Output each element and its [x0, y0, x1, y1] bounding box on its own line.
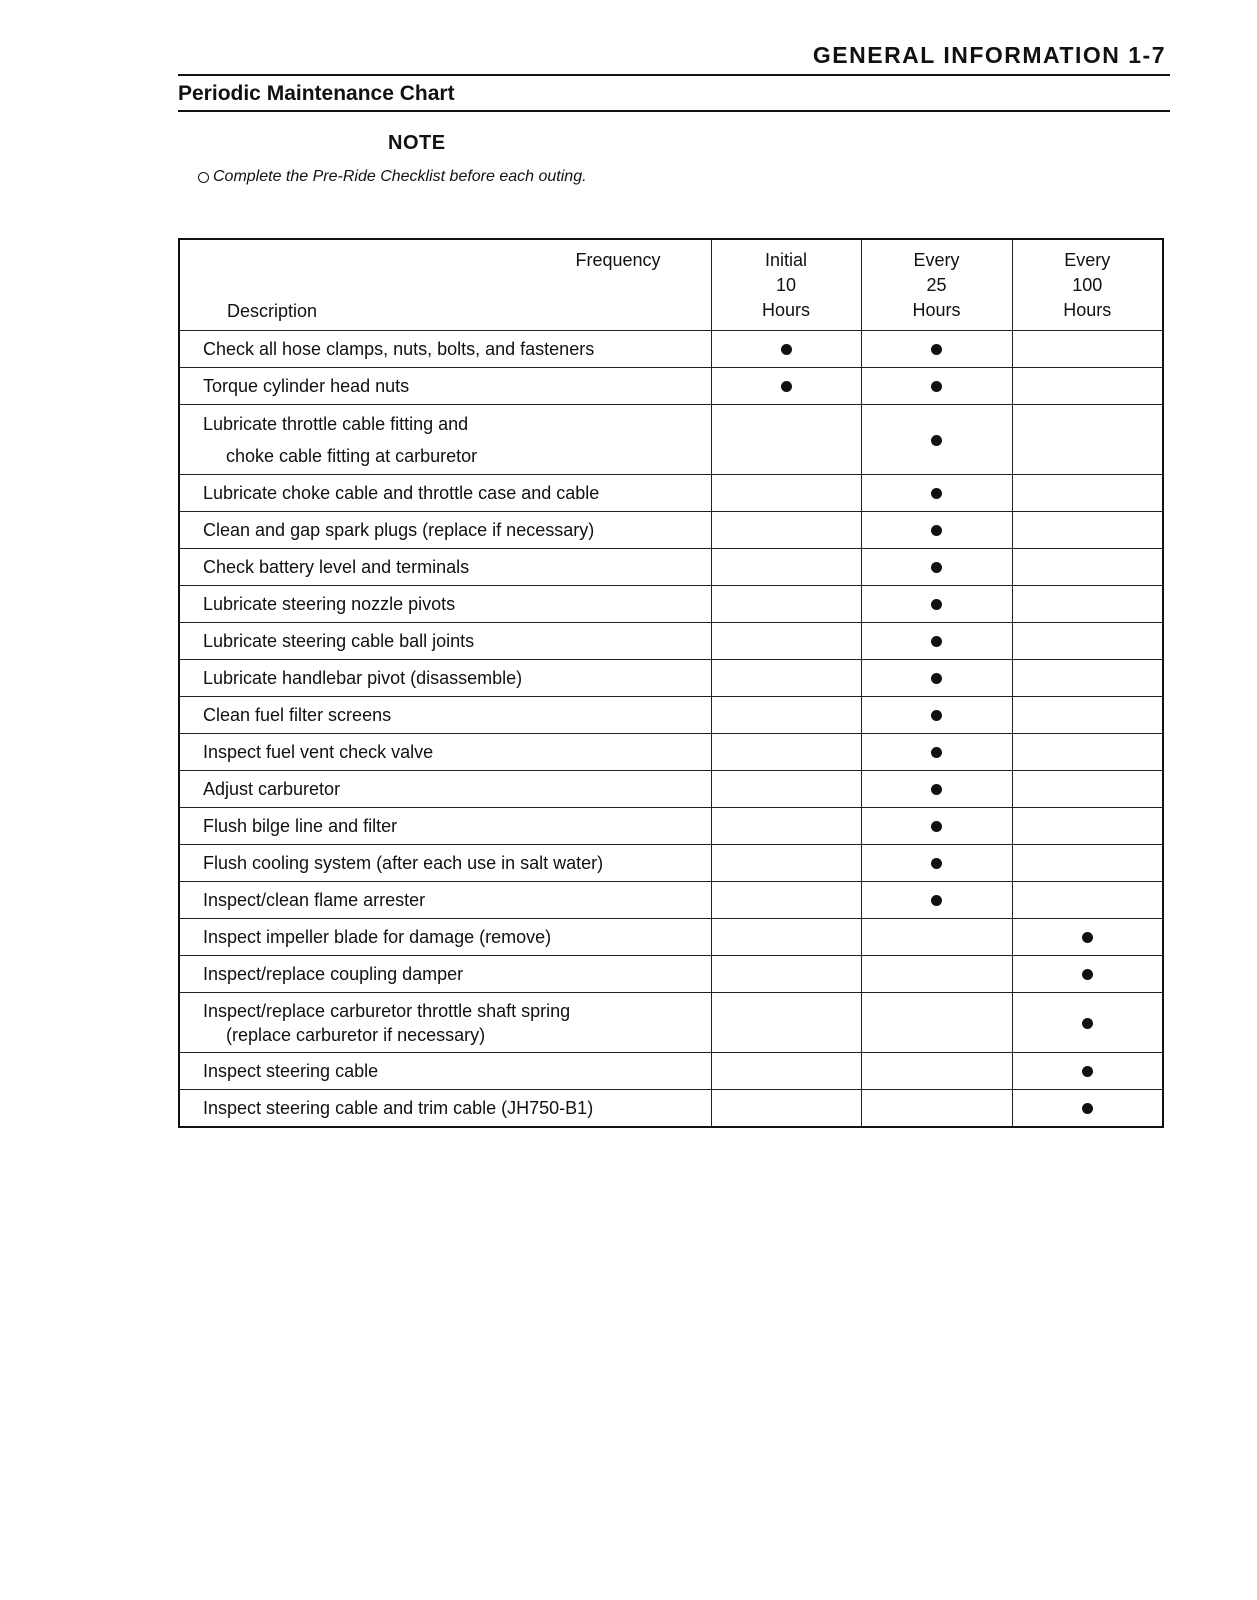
interval-cell-initial-10 — [711, 956, 861, 993]
column-header-line: Every — [913, 250, 960, 270]
column-header-line: Hours — [912, 300, 961, 320]
filled-circle-icon — [781, 381, 792, 392]
row-description-cell — [179, 845, 711, 882]
interval-cell-initial-10 — [711, 845, 861, 882]
row-description-continuation: choke cable fitting at carburetor — [226, 445, 478, 466]
filled-circle-icon — [931, 435, 942, 446]
section-title: Periodic Maintenance Chart — [178, 82, 455, 105]
row-description-cell — [179, 734, 711, 771]
interval-cell-initial-10 — [711, 808, 861, 845]
row-description-text: Lubricate steering cable ball joints — [203, 631, 475, 651]
interval-cell-every-25 — [861, 734, 1012, 771]
table-row — [179, 660, 1163, 697]
row-description-text: Lubricate handlebar pivot (disassemble) — [203, 668, 523, 688]
interval-cell-initial-10 — [711, 586, 861, 623]
row-description-continuation: (replace carburetor if necessary) — [226, 1024, 486, 1045]
row-description-text: Inspect impeller blade for damage (remove) — [203, 927, 552, 947]
column-header-line: 25 — [926, 275, 947, 295]
table-row — [179, 808, 1163, 845]
interval-cell-every-100 — [1012, 845, 1163, 882]
interval-cell-every-100 — [1012, 623, 1163, 660]
row-description-cell — [179, 623, 711, 660]
interval-cell-initial-10 — [711, 919, 861, 956]
filled-circle-icon — [931, 673, 942, 684]
interval-cell-every-100 — [1012, 734, 1163, 771]
interval-cell-every-100 — [1012, 660, 1163, 697]
row-description-text: Lubricate throttle cable fitting and — [203, 413, 469, 434]
filled-circle-icon — [931, 488, 942, 499]
table-row — [179, 882, 1163, 919]
column-header-every-25 — [861, 239, 1012, 331]
note-heading: NOTE — [388, 132, 446, 154]
interval-cell-initial-10 — [711, 1053, 861, 1090]
interval-cell-every-25 — [861, 512, 1012, 549]
filled-circle-icon — [1082, 1018, 1093, 1029]
row-description-cell — [179, 956, 711, 993]
interval-cell-every-25 — [861, 993, 1012, 1053]
interval-cell-every-25 — [861, 771, 1012, 808]
table-row — [179, 623, 1163, 660]
interval-cell-initial-10 — [711, 331, 861, 368]
interval-cell-every-100 — [1012, 993, 1163, 1053]
row-description-cell — [179, 660, 711, 697]
filled-circle-icon — [931, 344, 942, 355]
row-description-cell — [179, 512, 711, 549]
interval-cell-initial-10 — [711, 1090, 861, 1127]
table-row — [179, 512, 1163, 549]
table-row — [179, 586, 1163, 623]
row-description-cell — [179, 586, 711, 623]
table-row — [179, 771, 1163, 808]
interval-cell-initial-10 — [711, 405, 861, 475]
column-header-every-100 — [1012, 239, 1163, 331]
interval-cell-every-100 — [1012, 475, 1163, 512]
row-description-cell — [179, 697, 711, 734]
frequency-label: Frequency — [575, 250, 661, 270]
filled-circle-icon — [1082, 932, 1093, 943]
interval-cell-initial-10 — [711, 660, 861, 697]
interval-cell-every-100 — [1012, 331, 1163, 368]
row-description-text: Flush bilge line and filter — [203, 816, 398, 836]
interval-cell-initial-10 — [711, 771, 861, 808]
filled-circle-icon — [931, 895, 942, 906]
filled-circle-icon — [1082, 969, 1093, 980]
table-row — [179, 734, 1163, 771]
row-description-text: Inspect/replace carburetor throttle shaft spring — [203, 1000, 571, 1021]
row-description-text: Inspect/replace coupling damper — [203, 964, 464, 984]
description-label: Description — [227, 301, 318, 321]
row-description-text: Adjust carburetor — [203, 779, 341, 799]
row-description-text: Lubricate steering nozzle pivots — [203, 594, 456, 614]
row-description-cell — [179, 1053, 711, 1090]
table-body — [179, 331, 1163, 1127]
interval-cell-every-100 — [1012, 405, 1163, 475]
interval-cell-every-100 — [1012, 808, 1163, 845]
row-description-cell — [179, 549, 711, 586]
row-description-cell — [179, 405, 711, 475]
row-description-text: Inspect steering cable — [203, 1061, 379, 1081]
row-description-cell — [179, 368, 711, 405]
interval-cell-initial-10 — [711, 697, 861, 734]
interval-cell-every-25 — [861, 1053, 1012, 1090]
table-row — [179, 405, 1163, 475]
row-description-text: Torque cylinder head nuts — [203, 376, 410, 396]
interval-cell-initial-10 — [711, 734, 861, 771]
filled-circle-icon — [931, 747, 942, 758]
interval-cell-every-25 — [861, 808, 1012, 845]
note-text: Complete the Pre-Ride Checklist before each outing. — [213, 168, 587, 185]
interval-cell-every-25 — [861, 549, 1012, 586]
interval-cell-every-100 — [1012, 368, 1163, 405]
section-title-bar — [178, 80, 1170, 112]
table-row — [179, 475, 1163, 512]
table-row — [179, 993, 1163, 1053]
table-row — [179, 1053, 1163, 1090]
note-line — [198, 168, 587, 186]
filled-circle-icon — [1082, 1066, 1093, 1077]
row-description-text: Inspect fuel vent check valve — [203, 742, 434, 762]
row-description-cell — [179, 808, 711, 845]
row-description-cell — [179, 331, 711, 368]
interval-cell-every-25 — [861, 882, 1012, 919]
filled-circle-icon — [931, 636, 942, 647]
interval-cell-every-25 — [861, 660, 1012, 697]
interval-cell-every-100 — [1012, 919, 1163, 956]
table-row — [179, 331, 1163, 368]
interval-cell-every-100 — [1012, 549, 1163, 586]
table-row — [179, 1090, 1163, 1127]
maintenance-chart-table — [178, 238, 1164, 1128]
filled-circle-icon — [931, 784, 942, 795]
interval-cell-initial-10 — [711, 623, 861, 660]
filled-circle-icon — [931, 562, 942, 573]
interval-cell-every-25 — [861, 623, 1012, 660]
filled-circle-icon — [931, 599, 942, 610]
interval-cell-every-100 — [1012, 882, 1163, 919]
row-description-text: Inspect steering cable and trim cable (JH750-B1) — [203, 1097, 594, 1118]
filled-circle-icon — [1082, 1103, 1093, 1114]
filled-circle-icon — [931, 710, 942, 721]
table-row — [179, 845, 1163, 882]
row-description-cell — [179, 771, 711, 808]
interval-cell-initial-10 — [711, 549, 861, 586]
column-header-line: 10 — [775, 275, 797, 295]
interval-cell-every-100 — [1012, 512, 1163, 549]
row-description-text: Lubricate choke cable and throttle case and cable — [203, 483, 600, 503]
interval-cell-every-25 — [861, 368, 1012, 405]
table-row — [179, 549, 1163, 586]
interval-cell-every-25 — [861, 475, 1012, 512]
row-description-text: Clean fuel filter screens — [203, 705, 392, 725]
filled-circle-icon — [781, 344, 792, 355]
row-description-cell — [179, 993, 711, 1053]
table-header-row — [179, 239, 1163, 331]
interval-cell-every-100 — [1012, 697, 1163, 734]
interval-cell-every-25 — [861, 845, 1012, 882]
interval-cell-initial-10 — [711, 512, 861, 549]
running-title: GENERAL INFORMATION 1-7 — [812, 42, 1166, 68]
row-description-text: Inspect/clean flame arrester — [203, 890, 426, 910]
column-header-line: Hours — [1063, 300, 1112, 320]
interval-cell-every-100 — [1012, 1053, 1163, 1090]
row-description-text: Flush cooling system (after each use in salt water) — [203, 853, 604, 873]
row-description-cell — [179, 919, 711, 956]
filled-circle-icon — [931, 525, 942, 536]
filled-circle-icon — [931, 858, 942, 869]
open-circle-bullet-icon — [198, 172, 209, 183]
interval-cell-initial-10 — [711, 368, 861, 405]
column-header-line: Initial — [764, 250, 808, 270]
column-header-initial-10 — [711, 239, 861, 331]
row-description-cell — [179, 475, 711, 512]
interval-cell-every-25 — [861, 919, 1012, 956]
corner-header-cell — [179, 239, 711, 331]
filled-circle-icon — [931, 821, 942, 832]
row-description-text: Check all hose clamps, nuts, bolts, and fasteners — [203, 339, 595, 359]
filled-circle-icon — [931, 381, 942, 392]
interval-cell-every-25 — [861, 1090, 1012, 1127]
column-header-line: Every — [1064, 250, 1111, 270]
interval-cell-every-100 — [1012, 586, 1163, 623]
interval-cell-every-25 — [861, 956, 1012, 993]
row-description-text: Clean and gap spark plugs (replace if necessary) — [203, 520, 595, 540]
row-description-cell — [179, 1090, 711, 1127]
interval-cell-initial-10 — [711, 993, 861, 1053]
interval-cell-every-100 — [1012, 956, 1163, 993]
interval-cell-initial-10 — [711, 475, 861, 512]
interval-cell-every-100 — [1012, 1090, 1163, 1127]
table-row — [179, 919, 1163, 956]
column-header-line: 100 — [1072, 275, 1103, 295]
interval-cell-every-25 — [861, 697, 1012, 734]
table-row — [179, 368, 1163, 405]
interval-cell-initial-10 — [711, 882, 861, 919]
table-row — [179, 697, 1163, 734]
interval-cell-every-25 — [861, 586, 1012, 623]
column-header-line: Hours — [761, 300, 810, 320]
running-header — [178, 40, 1170, 76]
row-description-cell — [179, 882, 711, 919]
interval-cell-every-25 — [861, 331, 1012, 368]
interval-cell-every-25 — [861, 405, 1012, 475]
row-description-text: Check battery level and terminals — [203, 557, 470, 577]
interval-cell-every-100 — [1012, 771, 1163, 808]
table-row — [179, 956, 1163, 993]
